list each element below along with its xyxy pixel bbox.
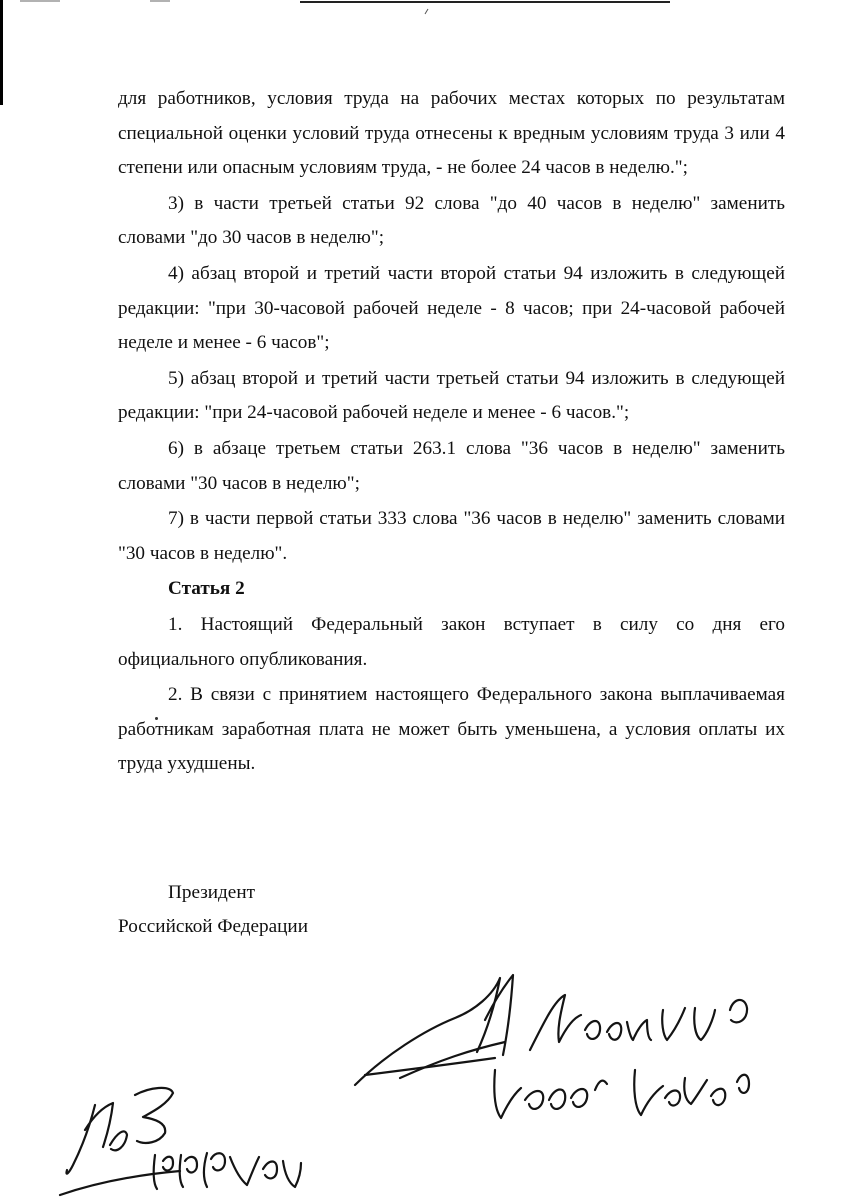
article-item-1: 1. Настоящий Федеральный закон вступает в силу со дня его официального опубликования. <box>118 613 785 670</box>
paragraph-item-4: 4) абзац второй и третий части второй статьи 94 изложить в следующей редакции: "при 30-часовой рабочей неделе - 8 часов; при 24-часовой рабочей неделе и менее - 6 часов"; <box>118 262 785 354</box>
article-heading: Статья 2 <box>168 578 245 600</box>
article-item-2: 2. В связи с принятием настоящего Федерального закона выплачиваемая работникам заработная плата не может быть уменьшена, а условия оплаты их труда ухудшены. <box>118 684 785 775</box>
paragraph-continuation: для работников, условия труда на рабочих местах которых по результатам специальной оценки условий труда отнесены к вредным условиям труда 3 или 4 степени или опасным условиям труда, - не более 24 часов в неделю."; <box>118 88 785 179</box>
president-title: Президент <box>168 882 255 903</box>
paragraph-item-3: 3) в части третьей статьи 92 слова "до 40 часов в неделю" заменить словами "до 30 часов в неделю"; <box>118 192 785 249</box>
document-body <box>118 82 785 782</box>
handwritten-signature-right <box>345 960 795 1150</box>
paragraph-item-5: 5) абзац второй и третий части третьей статьи 94 изложить в следующей редакции: "при 24-часовой рабочей неделе и менее - 6 часов."; <box>118 367 785 424</box>
country-title: Российской Федерации <box>118 916 308 937</box>
scan-top-edge <box>0 0 842 20</box>
handwritten-signature-left <box>55 1075 315 1200</box>
paragraph-item-7: 7) в части первой статьи 333 слова "36 часов в неделю" заменить словами "30 часов в неделю". <box>118 508 785 564</box>
scan-left-edge <box>0 0 3 105</box>
paragraph-item-6: 6) в абзаце третьем статьи 263.1 слова "36 часов в неделю" заменить словами "30 часов в неделю"; <box>118 437 785 494</box>
signature-title-block <box>118 876 308 944</box>
